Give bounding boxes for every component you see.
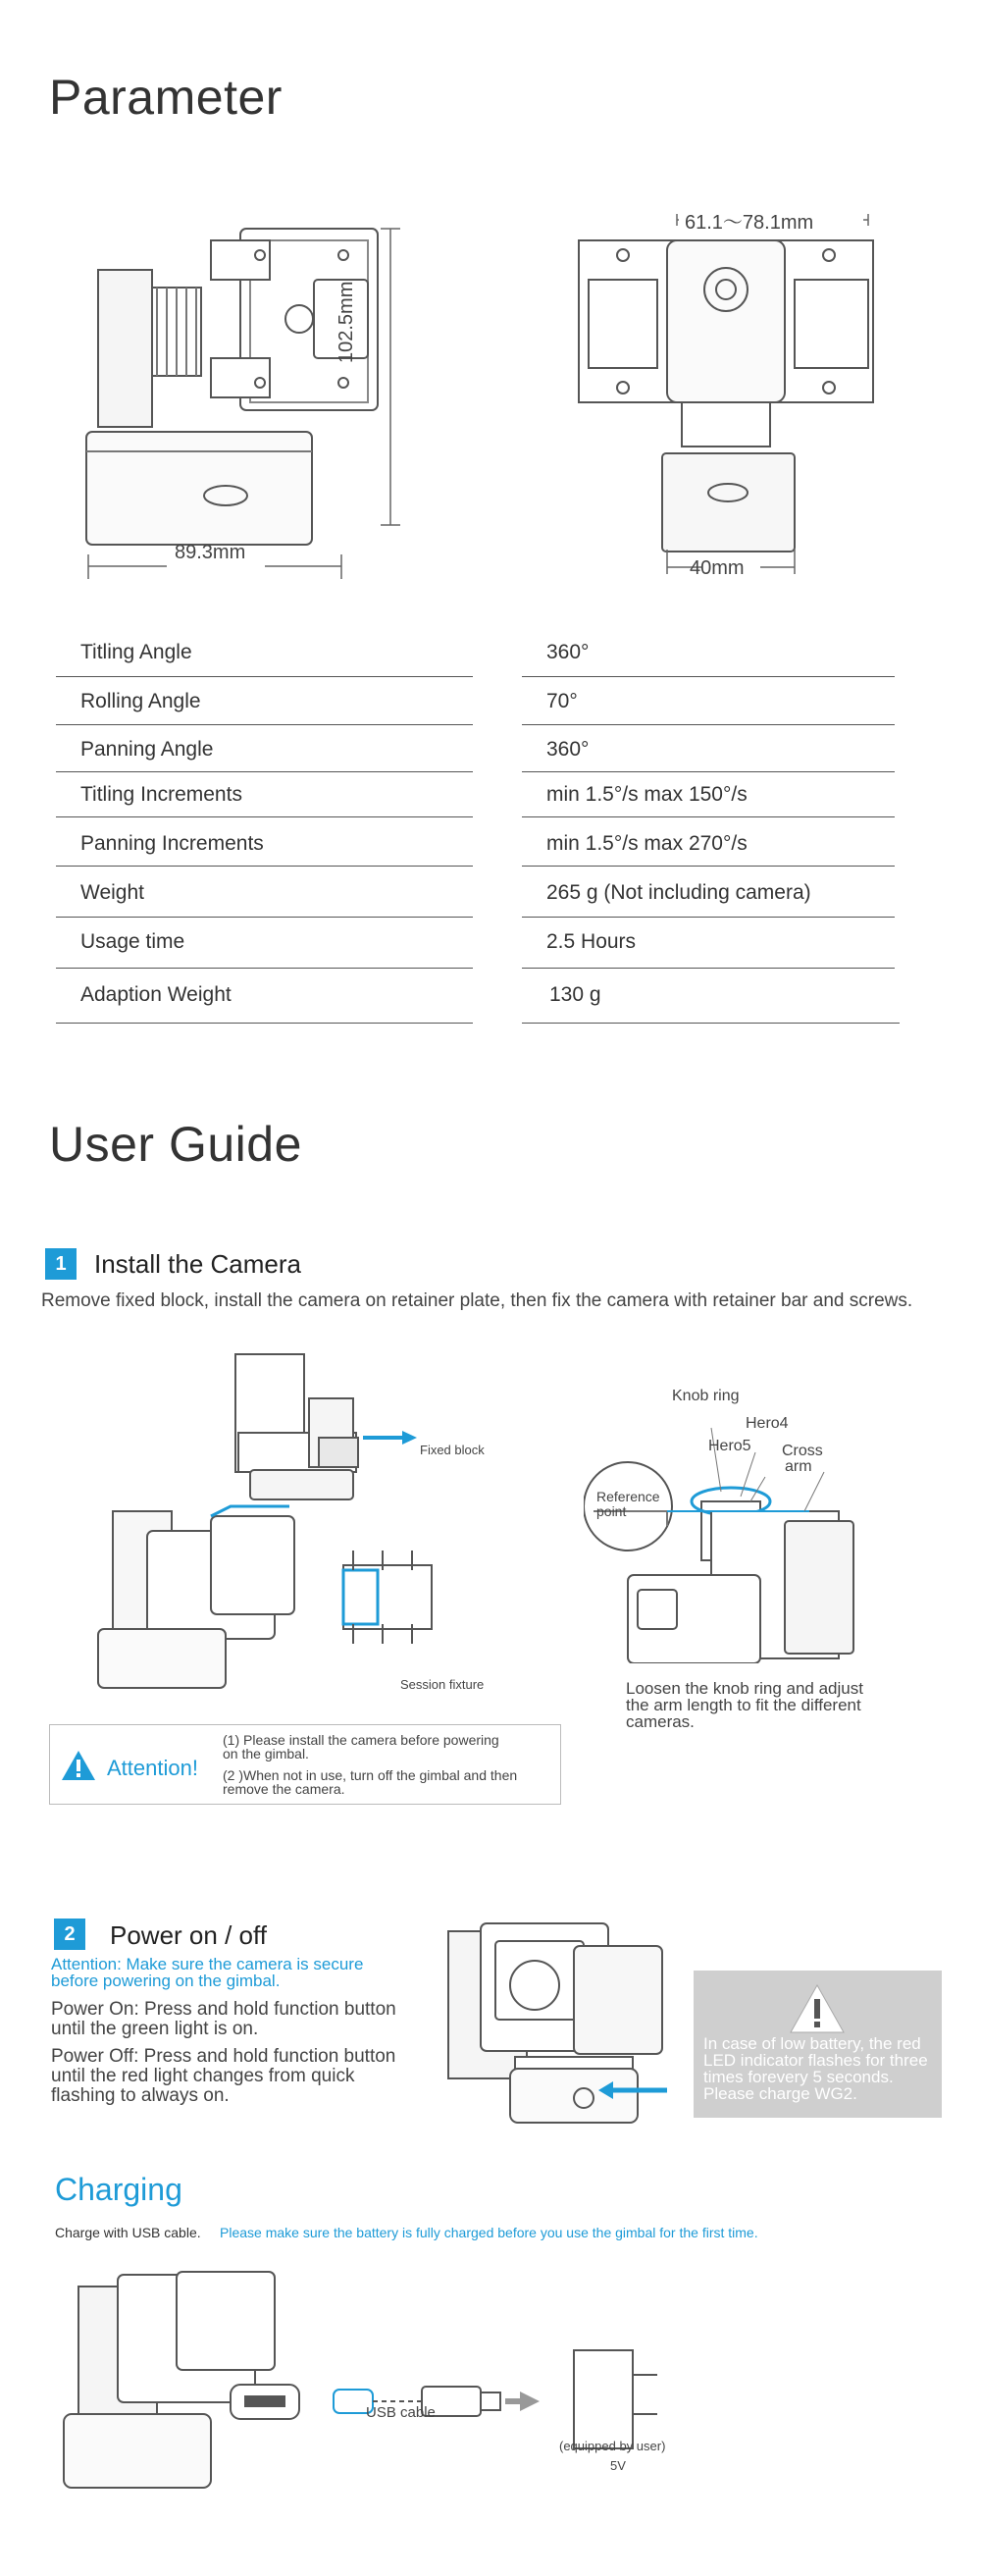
attention-label: Attention! (107, 1756, 198, 1780)
step-number-badge: 2 (54, 1919, 85, 1950)
spec-label: Weight (80, 881, 144, 904)
dimension-width: 89.3mm (175, 542, 246, 563)
step-number-badge: 1 (45, 1248, 77, 1280)
attention-box (49, 1724, 561, 1805)
charging-title: Charging (55, 2172, 182, 2207)
power-attention: Attention: Make sure the camera is secure before powering on the gimbal. (51, 1955, 364, 1990)
spec-label: Adaption Weight (80, 983, 232, 1006)
label-session-fixture: Session fixture (400, 1677, 485, 1692)
spec-value: 360° (546, 641, 590, 663)
label-arm: arm (785, 1458, 812, 1475)
low-battery-warning: In case of low battery, the red LED indicator flashes for three times forevery 5 seconds. Please charge WG2. (694, 1971, 942, 2118)
spec-value: 265 g (Not including camera) (546, 881, 811, 904)
spec-label: Panning Increments (80, 832, 264, 855)
charging-diagram (59, 2257, 726, 2493)
power-button-diagram (437, 1912, 672, 2128)
spec-label: Titling Angle (80, 641, 192, 663)
spec-label: Panning Angle (80, 738, 214, 761)
spec-value: min 1.5°/s max 150°/s (546, 783, 748, 806)
spec-value: 130 g (549, 983, 601, 1006)
power-on-instruction: Power On: Press and hold function button until the green light is on. (51, 1999, 396, 2039)
spec-value: min 1.5°/s max 270°/s (546, 832, 748, 855)
label-hero5: Hero5 (708, 1438, 751, 1454)
dimension-handle-width: 40mm (690, 557, 745, 579)
charging-note: Please make sure the battery is fully charged before you use the gimbal for the first time. (220, 2225, 758, 2240)
spec-label: Usage time (80, 930, 185, 953)
warning-icon (60, 1749, 97, 1782)
parameter-title: Parameter (49, 70, 283, 125)
label-reference: Reference (596, 1489, 660, 1504)
camera-install-diagram (93, 1344, 515, 1698)
power-off-instruction: Power Off: Press and hold function button until the red light changes from quick flashing to always on. (51, 2046, 396, 2106)
charging-lead: Charge with USB cable. (55, 2225, 201, 2240)
spec-value: 360° (546, 738, 590, 761)
step-title: Install the Camera (94, 1249, 301, 1279)
label-cross: Cross (782, 1443, 823, 1459)
attention-notes: (1) Please install the camera before powering on the gimbal. (2 )When not in use, turn off the gimbal and then remove the camera. (223, 1732, 518, 1797)
gimbal-front-view-diagram (569, 196, 883, 589)
step-title: Power on / off (110, 1920, 267, 1950)
label-fixed-block: Fixed block (420, 1443, 485, 1457)
warning-triangle-icon (788, 1982, 847, 2035)
spec-value: 2.5 Hours (546, 930, 637, 953)
spec-label: Titling Increments (80, 783, 242, 806)
adapter-label: (equipped by user) (559, 2439, 666, 2453)
spec-label: Rolling Angle (80, 690, 201, 712)
usb-cable-label: USB cable (366, 2404, 436, 2421)
voltage-label: 5V (610, 2458, 626, 2473)
dimension-height: 102.5mm (336, 281, 357, 363)
step-description: Remove fixed block, install the camera on retainer plate, then fix the camera with retainer bar and screws. (41, 1290, 913, 1311)
gimbal-side-view-diagram (69, 211, 422, 584)
user-guide-title: User Guide (49, 1117, 302, 1172)
dimension-arm-range: 61.1～78.1mm (685, 212, 814, 234)
label-hero4: Hero4 (746, 1415, 789, 1432)
label-point: point (596, 1503, 627, 1519)
label-knob-ring: Knob ring (672, 1388, 740, 1404)
knob-ring-instruction: Loosen the knob ring and adjust the arm length to fit the different cameras. (626, 1679, 863, 1731)
spec-value: 70° (546, 690, 578, 712)
